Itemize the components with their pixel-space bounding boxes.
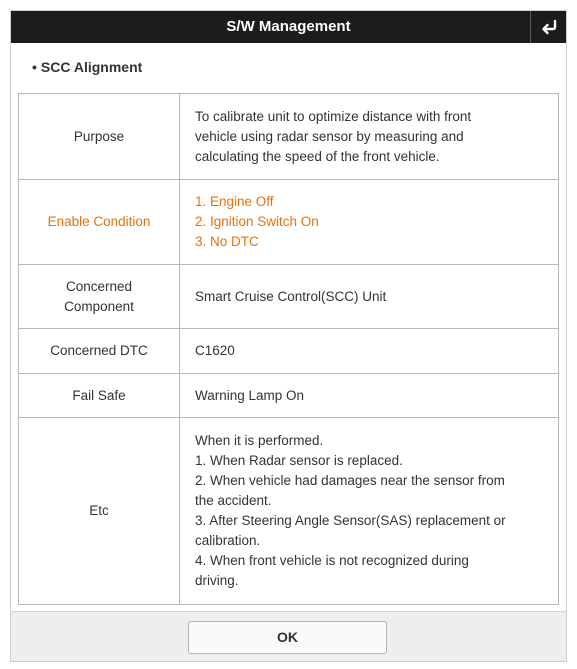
value-line: vehicle using radar sensor by measuring and: [195, 128, 464, 144]
ok-button[interactable]: OK: [188, 621, 387, 654]
row-value-enable-condition: [180, 180, 559, 265]
value-line: 4. When front vehicle is not recognized during: [195, 553, 469, 568]
row-value-purpose: [180, 94, 559, 180]
dialog-title: S/W Management: [226, 18, 351, 35]
table-row-enable-condition: [19, 180, 559, 265]
row-label-enable-condition: Enable Condition: [19, 180, 180, 265]
value-line: 1. Engine Off: [195, 194, 274, 209]
dialog-footer: [11, 611, 566, 661]
bullet-marker: •: [32, 59, 37, 75]
value-line: calibration.: [195, 533, 261, 548]
value-line: 3. After Steering Angle Sensor(SAS) replacement or: [195, 513, 506, 528]
label-line: Concerned: [65, 278, 133, 294]
row-label-etc: Etc: [19, 418, 180, 605]
value-line: 2. When vehicle had damages near the sensor from: [195, 473, 505, 488]
row-value-concerned-dtc: C1620: [180, 329, 559, 374]
table-row-fail-safe: [19, 374, 559, 418]
value-line: 2. Ignition Switch On: [195, 214, 319, 229]
table-row-purpose: [19, 94, 559, 180]
label-line: Component: [64, 298, 134, 314]
value-line: 3. No DTC: [195, 234, 259, 249]
section-heading: [32, 59, 142, 75]
back-button[interactable]: [530, 11, 566, 43]
row-value-fail-safe: Warning Lamp On: [180, 374, 559, 418]
table-row-concerned-component: [19, 265, 559, 329]
row-label-fail-safe: Fail Safe: [19, 374, 180, 418]
info-table: [18, 93, 559, 605]
return-arrow-icon: [540, 19, 558, 35]
row-value-etc: [180, 418, 559, 605]
section-heading-text: SCC Alignment: [40, 59, 143, 75]
row-label-purpose: Purpose: [19, 94, 180, 180]
title-bar: [11, 11, 566, 43]
value-line: To calibrate unit to optimize distance with front: [195, 108, 472, 124]
value-line: When it is performed.: [195, 433, 324, 448]
sw-management-dialog: [10, 10, 567, 662]
value-line: 1. When Radar sensor is replaced.: [195, 453, 403, 468]
table-row-concerned-dtc: [19, 329, 559, 374]
row-label-concerned-component: [19, 265, 180, 329]
value-line: driving.: [195, 573, 239, 588]
row-label-concerned-dtc: Concerned DTC: [19, 329, 180, 374]
table-row-etc: [19, 418, 559, 605]
value-line: the accident.: [195, 493, 272, 508]
row-value-concerned-component: Smart Cruise Control(SCC) Unit: [180, 265, 559, 329]
value-line: calculating the speed of the front vehicle.: [195, 148, 440, 164]
